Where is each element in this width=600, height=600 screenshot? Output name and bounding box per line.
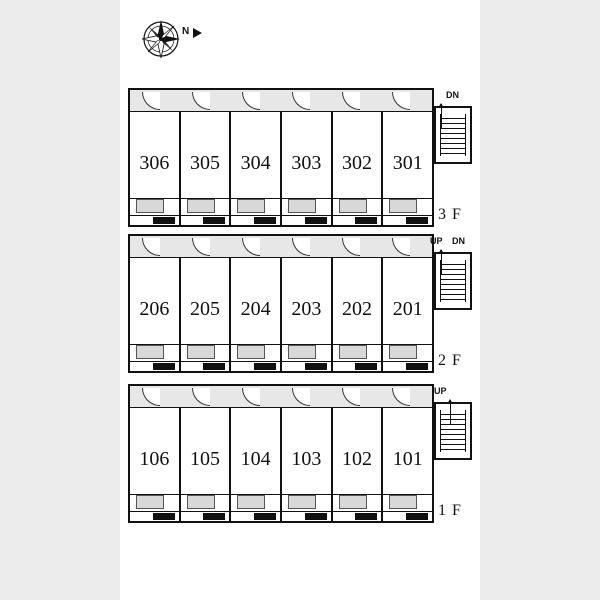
room-305[interactable]: [181, 112, 232, 225]
partition-line: [130, 511, 179, 512]
bath-unit: [237, 345, 265, 359]
partition-line: [383, 361, 432, 362]
stairs-1f: [434, 402, 472, 460]
bath-unit: [136, 199, 164, 213]
rooms-2f: [130, 258, 432, 371]
room-number: 301: [392, 152, 423, 174]
stair-steps: [440, 260, 466, 302]
room-number: 304: [240, 152, 271, 174]
room-103[interactable]: [282, 408, 333, 521]
room-number: 104: [240, 448, 271, 470]
room-205[interactable]: [181, 258, 232, 371]
rooms-3f: [130, 112, 432, 225]
door-icon: [392, 238, 410, 256]
partition-line: [333, 511, 382, 512]
entry-door: [305, 513, 327, 520]
room-306[interactable]: [130, 112, 181, 225]
rooms-1f: [130, 408, 432, 521]
room-number: 202: [342, 298, 373, 320]
stairs-dn-label: DN: [452, 236, 465, 246]
stairs-up-label: UP: [434, 386, 447, 396]
bath-unit: [136, 495, 164, 509]
door-icon: [292, 92, 310, 110]
partition-line: [181, 361, 230, 362]
bath-unit: [288, 345, 316, 359]
room-number: 101: [392, 448, 423, 470]
room-104[interactable]: [231, 408, 282, 521]
room-303[interactable]: [282, 112, 333, 225]
bath-unit: [187, 495, 215, 509]
floor-body-2f: [128, 234, 434, 373]
door-icon: [192, 238, 210, 256]
entry-door: [305, 217, 327, 224]
entry-door: [153, 363, 175, 370]
floor-body-1f: [128, 384, 434, 523]
entry-door: [254, 363, 276, 370]
room-105[interactable]: [181, 408, 232, 521]
partition-line: [130, 215, 179, 216]
partition-line: [333, 215, 382, 216]
door-icon: [242, 92, 260, 110]
bath-unit: [187, 199, 215, 213]
stairs-3f: [434, 106, 472, 164]
bath-unit: [339, 199, 367, 213]
door-icon: [342, 388, 360, 406]
bath-unit: [288, 199, 316, 213]
room-102[interactable]: [333, 408, 384, 521]
stairs-direction-arrow: [441, 250, 442, 274]
partition-line: [130, 361, 179, 362]
room-number: 203: [291, 298, 322, 320]
room-number: 105: [190, 448, 220, 470]
room-number: 204: [240, 298, 271, 320]
entry-door: [355, 513, 377, 520]
partition-line: [181, 215, 230, 216]
partition-line: [282, 361, 331, 362]
room-106[interactable]: [130, 408, 181, 521]
entry-door: [153, 513, 175, 520]
floor-label-3f: 3 F: [438, 206, 462, 223]
door-icon: [192, 388, 210, 406]
compass-north-label: N: [182, 26, 190, 37]
door-icon: [292, 388, 310, 406]
stairs-up-label: UP: [430, 236, 443, 246]
room-101[interactable]: [383, 408, 432, 521]
partition-line: [231, 511, 280, 512]
partition-line: [231, 361, 280, 362]
stairs-direction-arrow: [441, 104, 442, 128]
partition-line: [383, 511, 432, 512]
balcony-1f: [130, 386, 432, 408]
bath-unit: [136, 345, 164, 359]
entry-door: [406, 513, 428, 520]
partition-line: [231, 215, 280, 216]
room-number: 205: [190, 298, 220, 320]
room-203[interactable]: [282, 258, 333, 371]
door-icon: [242, 238, 260, 256]
door-icon: [342, 238, 360, 256]
bath-unit: [237, 199, 265, 213]
room-301[interactable]: [383, 112, 432, 225]
entry-door: [153, 217, 175, 224]
door-icon: [192, 92, 210, 110]
partition-line: [181, 511, 230, 512]
floor-label-2f: 2 F: [438, 352, 462, 369]
room-204[interactable]: [231, 258, 282, 371]
entry-door: [203, 217, 225, 224]
bath-unit: [339, 495, 367, 509]
bath-unit: [288, 495, 316, 509]
entry-door: [203, 513, 225, 520]
room-206[interactable]: [130, 258, 181, 371]
entry-door: [305, 363, 327, 370]
bath-unit: [389, 199, 417, 213]
door-icon: [142, 92, 160, 110]
entry-door: [203, 363, 225, 370]
stairs-2f: [434, 252, 472, 310]
balcony-2f: [130, 236, 432, 258]
entry-door: [355, 217, 377, 224]
entry-door: [254, 513, 276, 520]
room-304[interactable]: [231, 112, 282, 225]
room-number: 306: [139, 152, 170, 174]
compass-rose-icon: [136, 14, 186, 64]
room-number: 102: [342, 448, 373, 470]
bath-unit: [187, 345, 215, 359]
door-icon: [342, 92, 360, 110]
entry-door: [355, 363, 377, 370]
entry-door: [406, 217, 428, 224]
bath-unit: [237, 495, 265, 509]
room-number: 206: [139, 298, 170, 320]
door-icon: [392, 388, 410, 406]
stairs-direction-arrow: [450, 400, 451, 424]
room-202[interactable]: [333, 258, 384, 371]
room-number: 305: [190, 152, 220, 174]
balcony-3f: [130, 90, 432, 112]
bath-unit: [339, 345, 367, 359]
floor-body-3f: [128, 88, 434, 227]
door-icon: [292, 238, 310, 256]
room-number: 302: [342, 152, 373, 174]
door-icon: [142, 388, 160, 406]
door-icon: [142, 238, 160, 256]
room-201[interactable]: [383, 258, 432, 371]
entry-door: [406, 363, 428, 370]
stair-steps: [440, 410, 466, 452]
floor-label-1f: 1 F: [438, 502, 462, 519]
door-icon: [392, 92, 410, 110]
room-302[interactable]: [333, 112, 384, 225]
bath-unit: [389, 345, 417, 359]
partition-line: [333, 361, 382, 362]
stair-steps: [440, 114, 466, 156]
entry-door: [254, 217, 276, 224]
room-number: 106: [139, 448, 170, 470]
bath-unit: [389, 495, 417, 509]
room-number: 201: [392, 298, 423, 320]
room-number: 303: [291, 152, 322, 174]
room-number: 103: [291, 448, 322, 470]
partition-line: [282, 215, 331, 216]
north-arrow-icon: [193, 28, 202, 38]
stairs-dn-label: DN: [446, 90, 459, 100]
partition-line: [282, 511, 331, 512]
partition-line: [383, 215, 432, 216]
door-icon: [242, 388, 260, 406]
